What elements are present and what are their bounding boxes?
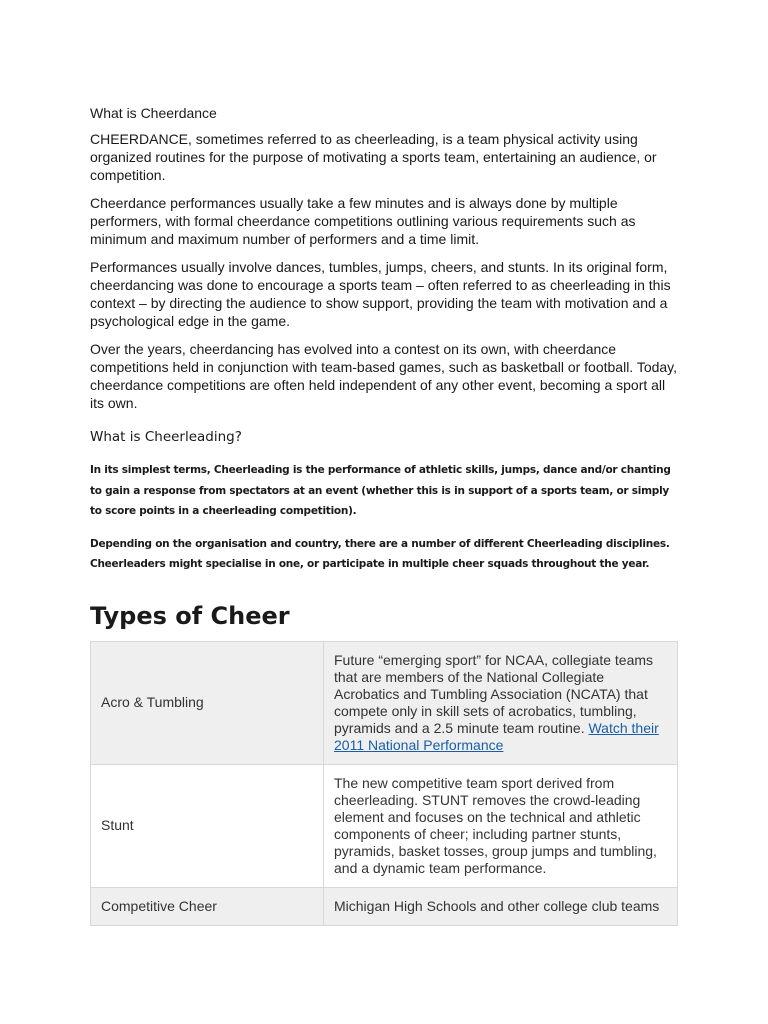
- cheerleading-paragraph-2: Depending on the organisation and country, there are a number of different Cheerleading disciplines. Cheerleaders might specialise in one, or participate in multiple cheer squads throughout the year.: [90, 537, 670, 570]
- cheer-type-cell: Stunt: [91, 764, 324, 887]
- cheerleading-heading: What is Cheerleading?: [90, 429, 242, 445]
- cheer-description-cell: Michigan High Schools and other college club teams: [324, 887, 678, 925]
- watch-performance-link[interactable]: Watch their 2011 National Performance: [334, 719, 659, 753]
- table-row: [91, 641, 678, 764]
- table-row: [91, 764, 678, 887]
- cheerdance-paragraph-2: Cheerdance performances usually take a few minutes and is always done by multiple performers, with formal cheerdance competitions outlining various requirements such as minimum and maximum number of performers and a time limit.: [90, 195, 636, 247]
- cheerdance-paragraph-1: CHEERDANCE, sometimes referred to as cheerleading, is a team physical activity using organized routines for the purpose of motivating a sports team, entertaining an audience, or competition.: [90, 131, 657, 183]
- types-of-cheer-heading: Types of Cheer: [90, 601, 290, 630]
- cheerdance-paragraph-4: Over the years, cheerdancing has evolved into a contest on its own, with cheerdance competitions held in conjunction with team-based games, such as basketball or football. Today, cheerdance competitions are often held independent of any other event, becoming a sport all its own.: [90, 341, 678, 411]
- cheer-description-cell: The new competitive team sport derived from cheerleading. STUNT removes the crowd-leading element and focuses on the technical and athletic components of cheer; including partner stunts, pyramids, basket tosses, group jumps and tumbling, and a dynamic team performance.: [324, 764, 678, 887]
- document-page: [90, 0, 680, 926]
- types-of-cheer-table: [90, 641, 678, 926]
- cheer-type-cell: Competitive Cheer: [91, 887, 324, 925]
- cheer-type-cell: Acro & Tumbling: [91, 641, 324, 764]
- cheerdance-heading: What is Cheerdance: [90, 105, 217, 121]
- cheerleading-paragraph-1: In its simplest terms, Cheerleading is the performance of athletic skills, jumps, dance and/or chanting to gain a response from spectators at an event (whether this is in support of a sports team, or simply to score points in a cheerleading competition).: [90, 464, 671, 517]
- cheer-description-text: Future “emerging sport” for NCAA, collegiate teams that are members of the National Collegiate Acrobatics and Tumbling Association (NCATA) that compete only in skill sets of acrobatics, tumbling, pyramids and a 2.5 minute team routine.: [334, 651, 654, 736]
- cheerdance-paragraph-3: Performances usually involve dances, tumbles, jumps, cheers, and stunts. In its original form, cheerdancing was done to encourage a sports team – often referred to as cheerleading in this context – by directing the audience to show support, providing the team with motivation and a psychological edge in the game.: [90, 259, 671, 329]
- table-row: [91, 887, 678, 925]
- cheer-description-cell: [324, 641, 678, 764]
